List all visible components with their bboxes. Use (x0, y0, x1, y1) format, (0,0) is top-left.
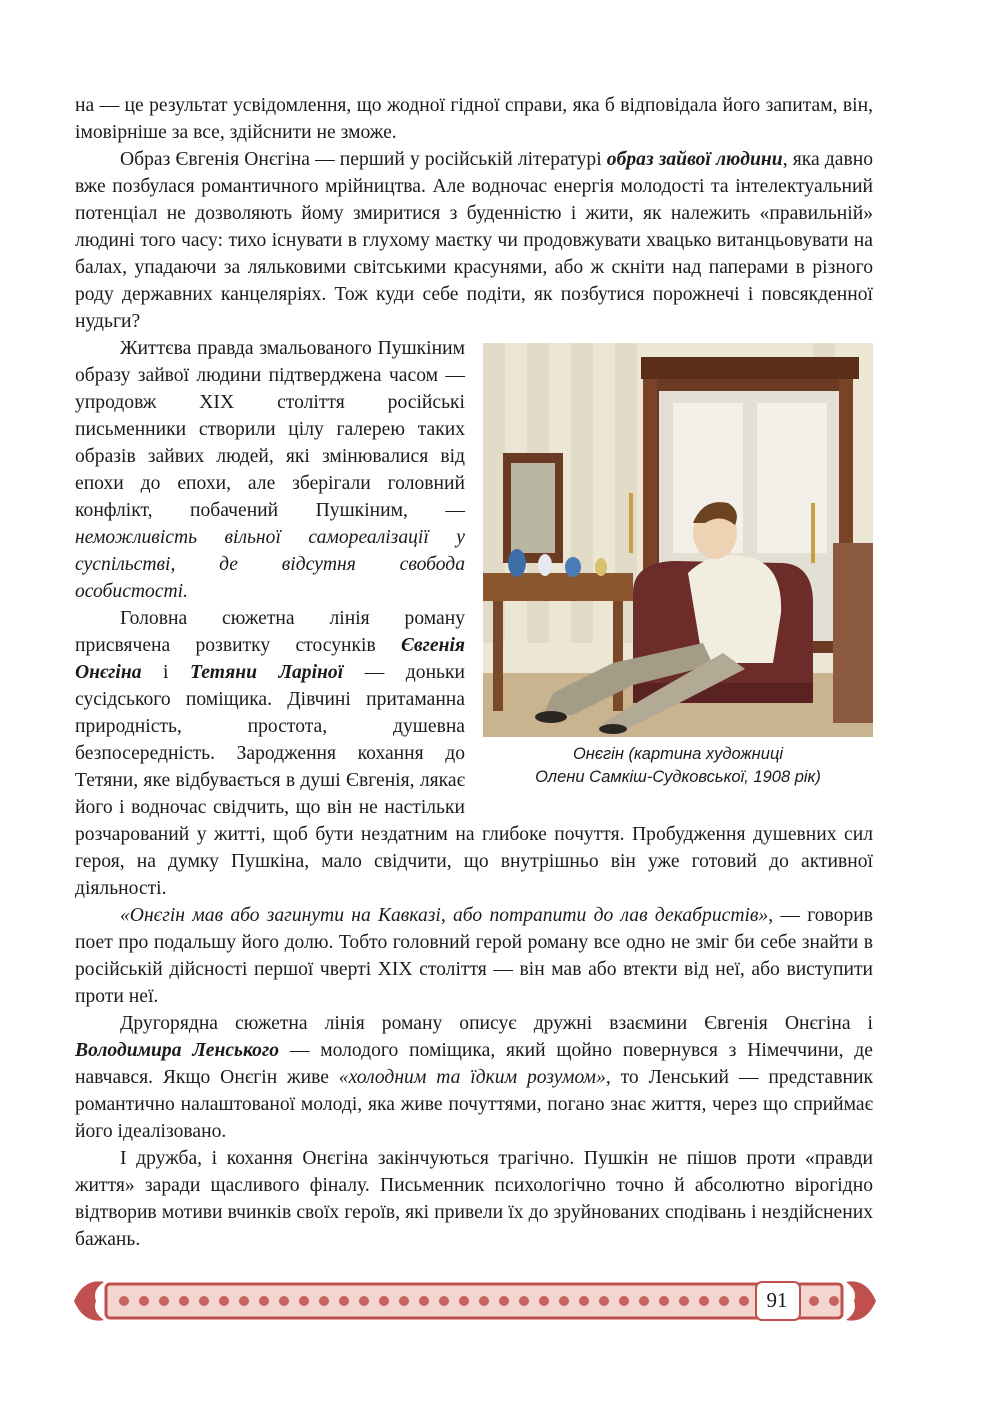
figure-caption (483, 743, 873, 789)
paragraph-4: Головна сюжетна лінія роману присвячена розвитку стосунків Євгенія Онєгіна і Тетяни Ларіної — доньки сусідського поміщика. Дівчині притаманна природність, простота, душевна безпосередність. Зародження кохання до Тетяни, яке відбувається в душі Євгенія, лякає його і водночас свідчить, що він не настільки розчарований у житті, щоб бути нездатним на глибоке почуття. Пробудження душевних сил героя, на думку Пушкіна, мало свідчити, що внутрішньо він уже готовий до активної діяльності. (75, 608, 873, 899)
caption-line-1: Онєгін (картина художниці (572, 745, 784, 763)
caption-line-2: Олени Самкіш-Судковської, 1908 рік) (535, 768, 821, 786)
quote-cold-mind: «холодним та їдким розумом» (338, 1067, 606, 1088)
paragraph-3: Життєва правда змальованого Пушкіним образу зайвої людини підтверджена часом — упродовж XIX століття російські письменники створили цілу галерею таких образів зайвих людей, які змінювалися від епохи до епохи, але зберігали головний конфлікт, побачений Пушкіним, — неможливість вільної самореалізації у суспільстві, де відсутня свобода особистості. (75, 338, 465, 602)
page-number: 91 (766, 1288, 788, 1312)
key-phrase: неможливість вільної самореалізації у суспільстві, де відсутня свобода особистості. (75, 527, 465, 602)
term-superfluous-man: образ зайвої людини (606, 149, 783, 170)
quote-pushkin: «Онєгін мав або загинути на Кавказі, або потрапити до лав декабристів» (120, 905, 769, 926)
figure (483, 343, 873, 789)
paragraph-5: «Онєгін мав або загинути на Кавказі, або потрапити до лав декабристів», — говорив поет про подальшу його долю. Тобто головний герой роману все одно не зміг би себе знайти в російській дійсності першої чверті XIX століття — він мав або втекти від неї, або виступити проти неї. (75, 905, 873, 1007)
name-onegin: Євгенія Онєгіна (75, 635, 465, 683)
footer-ornament (74, 1276, 876, 1326)
onegin-painting-image (483, 343, 873, 737)
paragraph-6: Другорядна сюжетна лінія роману описує дружні взаємини Євгенія Онєгіна і Володимира Ленського — молодого поміщика, який щойно повернувся з Німеччини, де навчався. Якщо Онєгін живе «холодним та їдким розумом», то Ленський — представник романтично налаштованої молоді, яка живе почуттями, погано знає життя, через що сприймає його ідеалізовано. (75, 1013, 873, 1142)
page-text (75, 92, 873, 1253)
paragraph-2: Образ Євгенія Онєгіна — перший у російській літературі образ зайвої людини, яка давно вже позбулася романтичного мрійництва. Але водночас енергія молодості та інтелектуальний потенціал не дозволяють йому змиритися з буденністю і жити, як належить «правильній» людині того часу: тихо існувати в глухому маєтку чи продовжувати хвацько витанцьовувати на балах, упадаючи за ляльковими світськими красунями, або ж скніти над паперами в різного роду державних канцеляріях. Тож куди себе подіти, як позбутися порожнечі і повсякденної нудьги? (75, 149, 874, 332)
name-tatiana: Тетяни Ларіної (190, 662, 344, 683)
name-lensky: Володимира Ленського (75, 1040, 279, 1061)
paragraph-1: на — це результат усвідомлення, що жодної гідної справи, яка б відповідала його запитам, він, імовірніше за все, здійснити не зможе. (75, 95, 873, 143)
paragraph-7: І дружба, і кохання Онєгіна закінчуються трагічно. Пушкін не пішов проти «правди життя» заради щасливого фіналу. Письменник психологічно точно й абсолютно вірогідно відтворив мотиви вчинків своїх героїв, які привели їх до зруйнованих сподівань і нездійснених бажань. (75, 1148, 873, 1250)
